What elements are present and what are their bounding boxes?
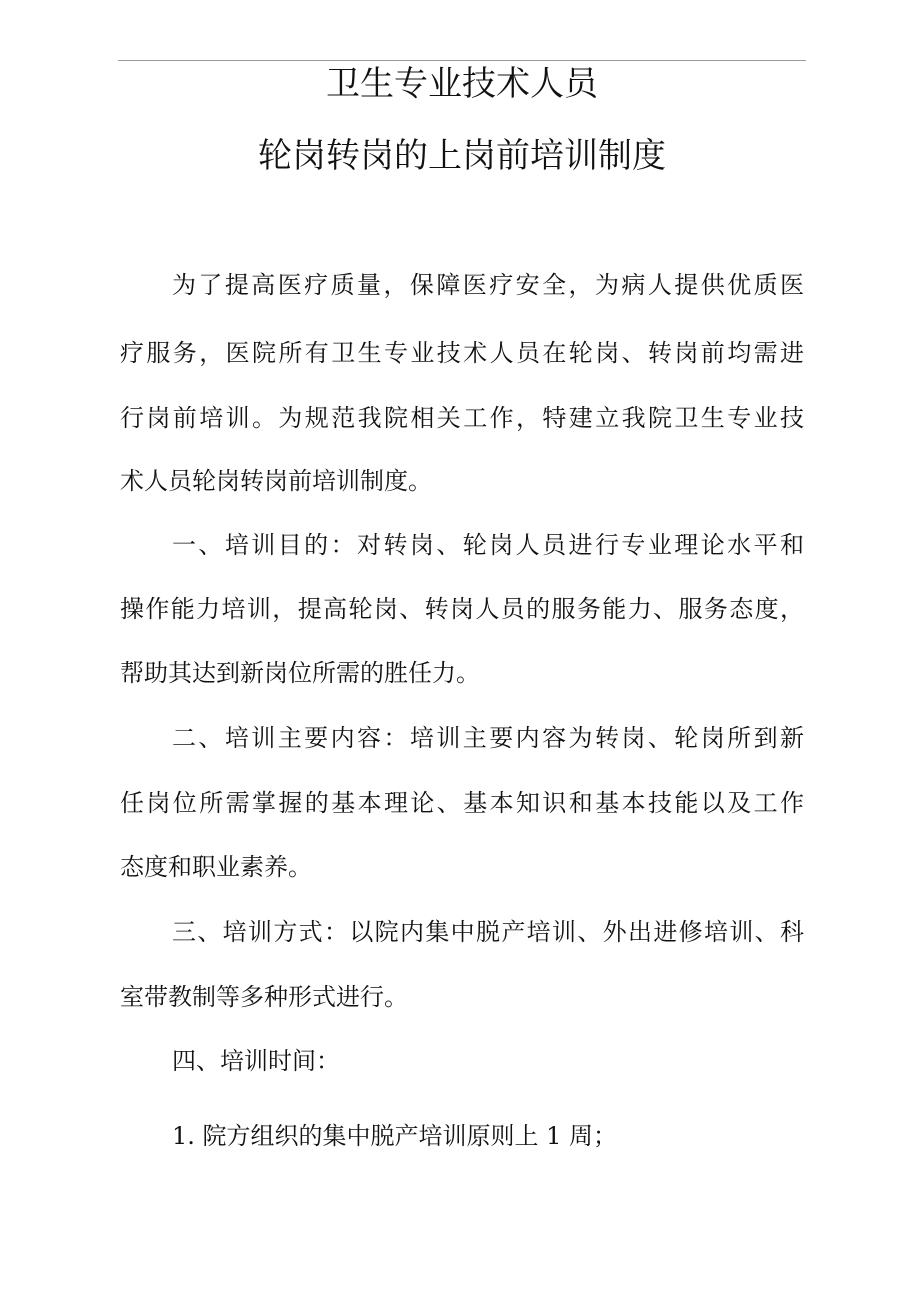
paragraph-intro-line-2: 疗服务，医院所有卫生专业技术人员在轮岗、转岗前均需进 bbox=[120, 339, 804, 367]
document-title-line-2: 轮岗转岗的上岗前培训制度 bbox=[258, 136, 666, 176]
paragraph-intro-line-3: 行岗前培训。为规范我院相关工作，特建立我院卫生专业技 bbox=[120, 404, 804, 432]
section-4-heading: 四、培训时间： bbox=[172, 1047, 340, 1075]
section-1-line-2: 操作能力培训，提高轮岗、转岗人员的服务能力、服务态度， bbox=[120, 595, 804, 623]
header-rule bbox=[118, 60, 806, 61]
section-2-line-1: 二、培训主要内容：培训主要内容为转岗、轮岗所到新 bbox=[172, 724, 804, 752]
section-3-line-2: 室带教制等多种形式进行。 bbox=[120, 983, 408, 1011]
paragraph-intro-line-4: 术人员轮岗转岗前培训制度。 bbox=[120, 467, 432, 495]
section-1-line-3: 帮助其达到新岗位所需的胜任力。 bbox=[120, 659, 480, 687]
section-2-line-2: 任岗位所需掌握的基本理论、基本知识和基本技能以及工作 bbox=[120, 789, 804, 817]
section-1-line-1: 一、培训目的：对转岗、轮岗人员进行专业理论水平和 bbox=[172, 531, 804, 559]
section-3-line-1: 三、培训方式：以院内集中脱产培训、外出进修培训、科 bbox=[172, 918, 804, 946]
section-2-line-3: 态度和职业素养。 bbox=[120, 853, 312, 881]
document-title-line-1: 卫生专业技术人员 bbox=[326, 64, 598, 104]
paragraph-intro-line-1: 为了提高医疗质量，保障医疗安全，为病人提供优质医 bbox=[172, 271, 804, 299]
section-4-item-1: 1. 院方组织的集中脱产培训原则上 1 周； bbox=[172, 1122, 618, 1150]
